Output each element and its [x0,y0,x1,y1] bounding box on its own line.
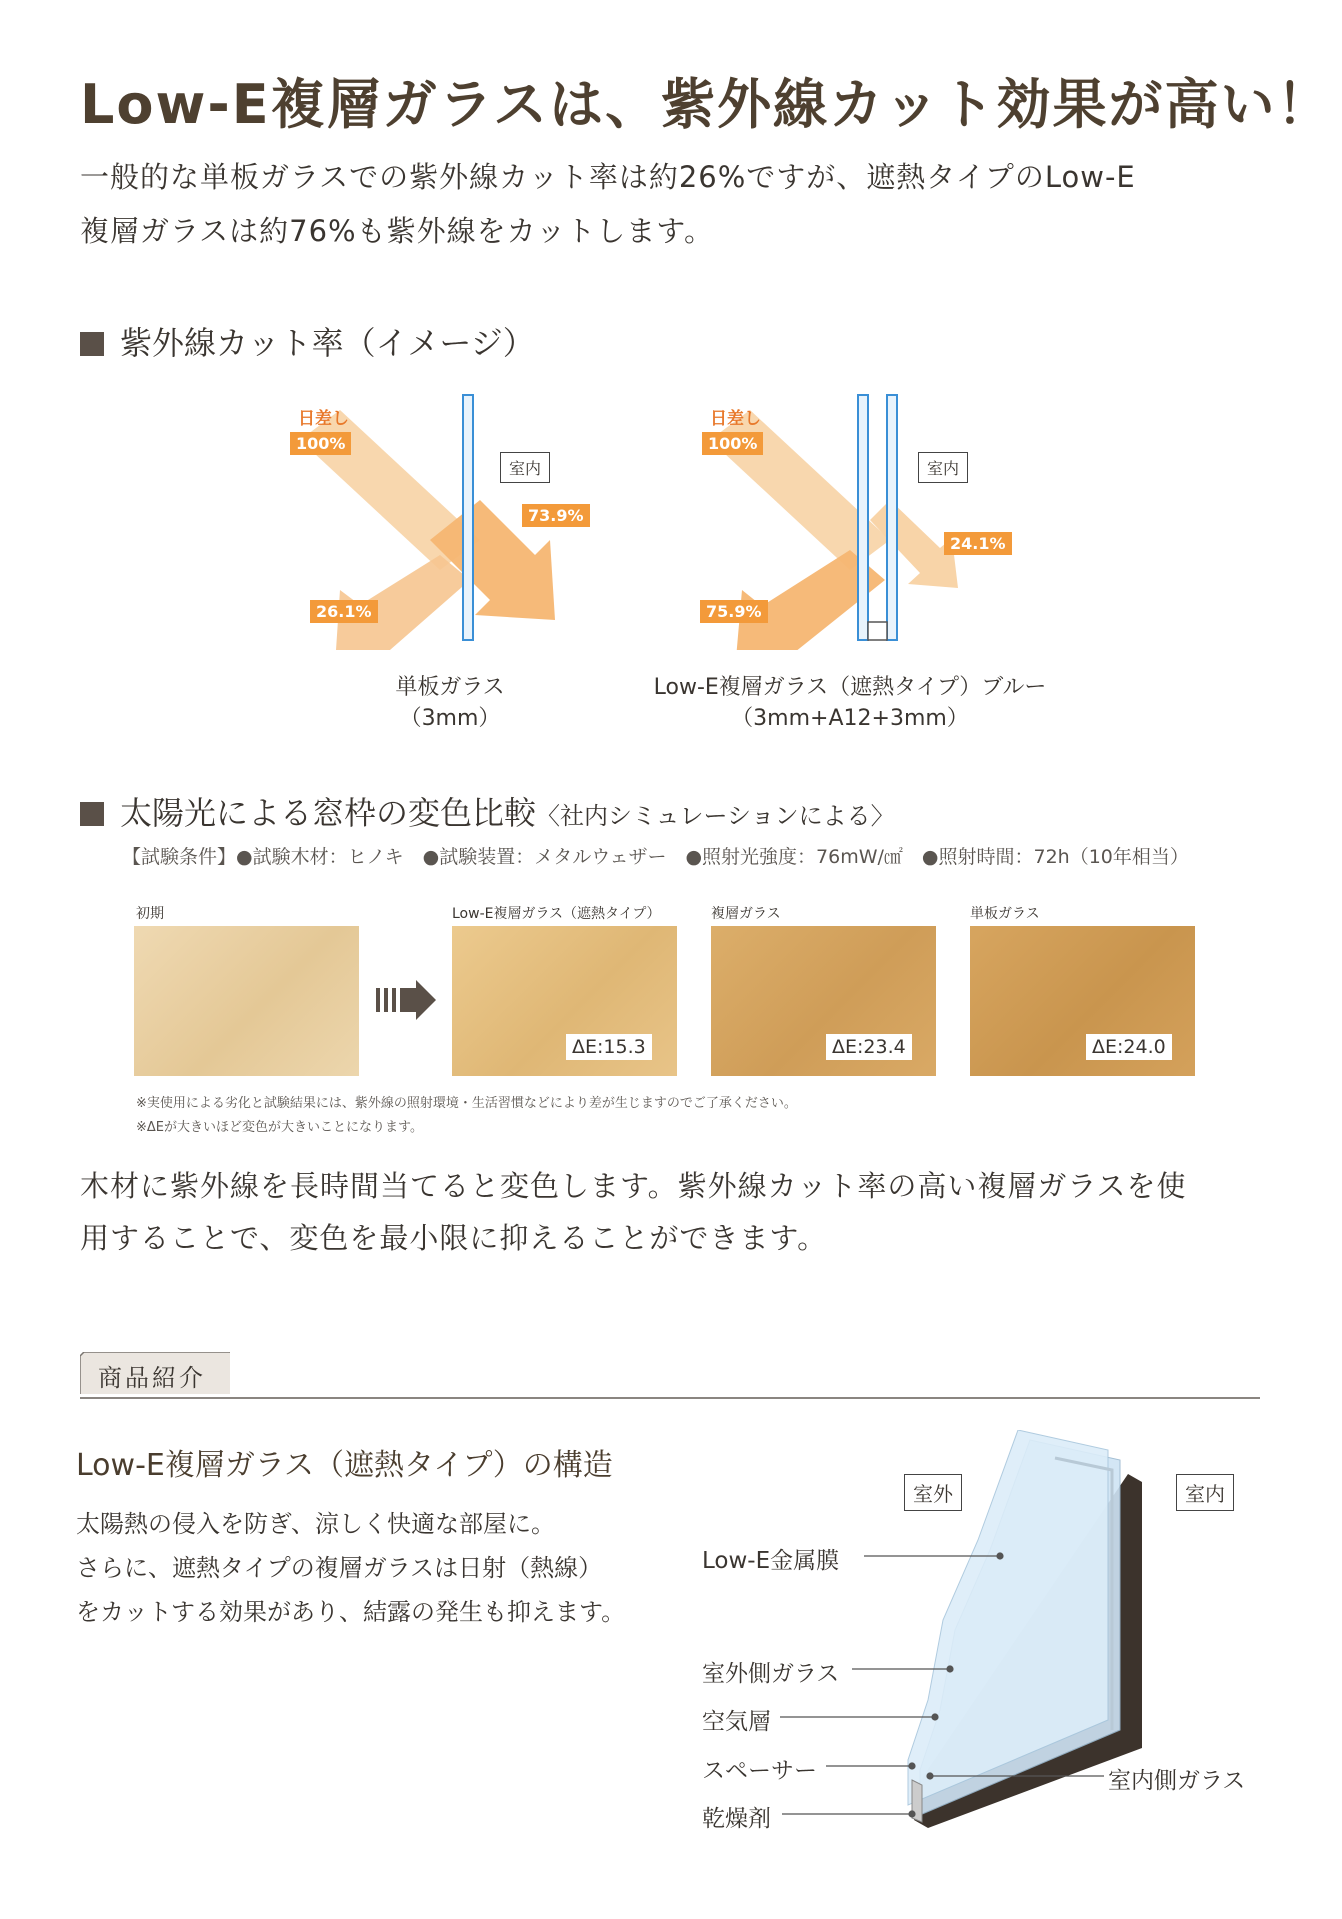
double-sun-label: 日差し [710,409,761,429]
label-inner-glass: 室内側ガラス [1108,1768,1246,1794]
label-air-layer: 空気層 [702,1709,771,1735]
body-line-1: 木材に紫外線を長時間当てると変色します。紫外線カット率の高い複層ガラスを使 [80,1169,1187,1203]
label-desiccant: 乾燥剤 [702,1806,771,1832]
note-2: ※ΔEが大きいほど変色が大きいことになります。 [136,1120,423,1135]
uv-section-title: 紫外線カット率（イメージ） [80,318,535,364]
sample-label-lowe: Low-E複層ガラス（遮熱タイプ） [452,906,661,922]
double-caption: Low-E複層ガラス（遮熱タイプ）ブルー （3mm+A12+3mm） [653,675,1047,731]
label-outer-glass: 室外側ガラス [702,1661,840,1687]
double-through-value: 24.1% [944,532,1012,555]
single-caption: 単板ガラス （3mm） [395,675,505,731]
double-cut-value: 75.9% [700,600,768,623]
single-cut-value: 26.1% [310,600,378,623]
single-through-value: 73.9% [522,504,590,527]
lead-line-1: 一般的な単板ガラスでの紫外線カット率は約26%ですが、遮熱タイプのLow-E [80,160,1136,194]
test-conditions: 【試験条件】●試験木材：ヒノキ ●試験装置：メタルウェザー ●照射光強度：76mW/㎠ ●照射時間：72h（10年相当） [122,846,1189,868]
label-spacer: スペーサー [702,1758,817,1784]
note-1: ※実使用による劣化と試験結果には、紫外線の照射環境・生活習慣などにより差が生じますのでご了承ください。 [136,1096,797,1111]
delta-e-single: ΔE:24.0 [1086,1034,1172,1060]
single-room-label: 室内 [500,452,550,483]
double-room-label: 室内 [918,452,968,483]
product-title: Low-E複層ガラス（遮熱タイプ）の構造 [76,1448,613,1483]
body-line-2: 用することで、変色を最小限に抑えることができます。 [80,1221,828,1255]
sample-label-single: 単板ガラス [970,906,1040,922]
sample-label-double: 複層ガラス [711,906,781,922]
lead-line-2: 複層ガラスは約76%も紫外線をカットします。 [80,214,714,248]
double-sun-value: 100% [702,432,763,455]
delta-e-lowe: ΔE:15.3 [566,1034,652,1060]
indoor-label: 室内 [1176,1474,1234,1511]
single-sun-label: 日差し [298,409,349,429]
product-description: 太陽熱の侵入を防ぎ、涼しく快適な部屋に。 さらに、遮熱タイプの複層ガラスは日射（熱線） をカットする効果があり、結露の発生も抑えます。 [76,1510,626,1626]
fade-section-title: 太陽光による窓枠の変色比較〈社内シミュレーションによる〉 [80,788,895,834]
label-metal-film: Low-E金属膜 [702,1548,840,1574]
delta-e-double: ΔE:23.4 [826,1034,912,1060]
product-tab-label: 商品紹介 [98,1364,206,1392]
sample-label-initial: 初期 [136,906,164,922]
page-headline: Low-E複層ガラスは、紫外線カット効果が高い！ [80,73,1333,136]
single-sun-value: 100% [290,432,351,455]
outdoor-label: 室外 [904,1474,962,1511]
